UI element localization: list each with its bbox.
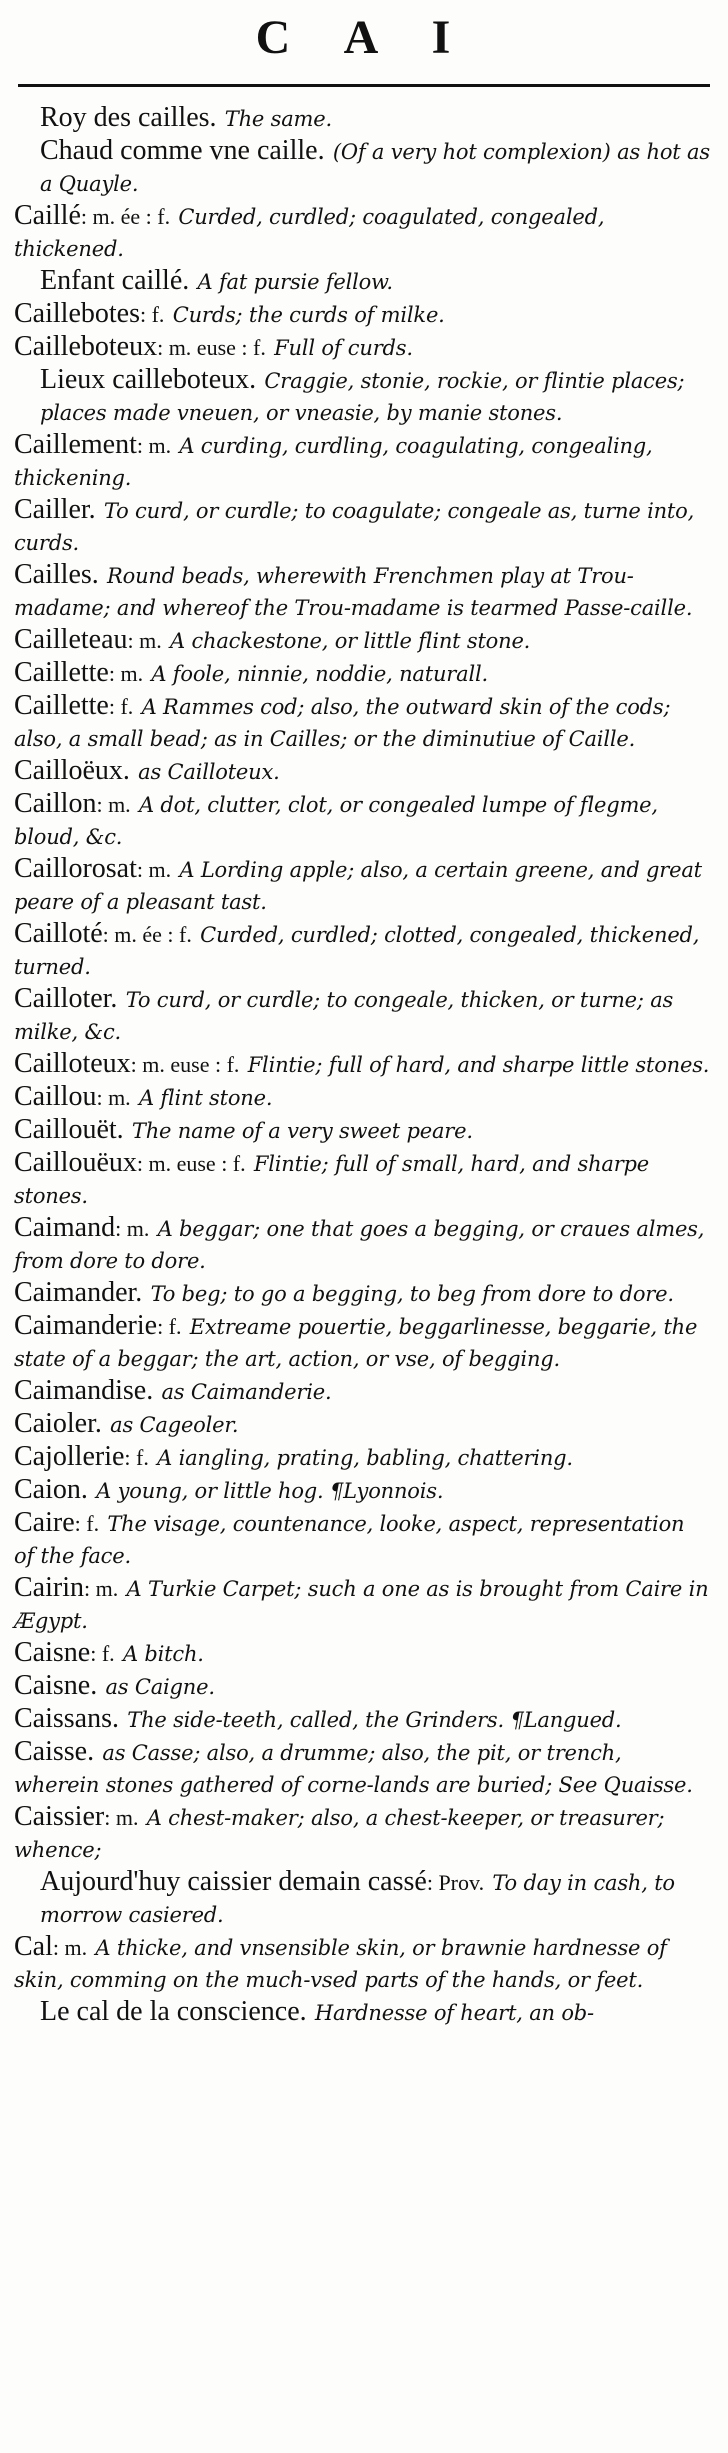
definition: as Cageoler. [110,1413,239,1437]
definition: A iangling, prating, babling, chattering. [157,1446,573,1470]
definition: as Casse; also, a drumme; also, the pit, or trench, wherein stones gathered of corne-lands are buried; See Quaisse. [14,1741,693,1797]
definition: The name of a very sweet peare. [131,1119,473,1143]
grammar-note: : m. euse : f. [157,335,266,360]
dictionary-entry [14,1670,710,1703]
definition: A flint stone. [138,1086,273,1110]
definition: (Of a very hot complexion) as hot as a Quayle. [40,140,710,196]
dictionary-entry [14,1212,710,1277]
dictionary-entry [14,1375,710,1408]
definition: A Lording apple; also, a certain greene, and great peare of a pleasant tast. [14,858,702,914]
dictionary-entry [14,331,710,364]
headword: Cailleteau [14,624,128,655]
dictionary-entry [14,1081,710,1114]
definition: Flintie; full of small, hard, and sharpe stones. [14,1152,650,1208]
definition: Hardnesse of heart, an ob- [314,2001,594,2025]
definition: A curding, curdling, coagulating, congealing, thickening. [14,434,653,490]
definition: A dot, clutter, clot, or congealed lumpe of flegme, bloud, &c. [14,793,658,849]
grammar-note: : m. euse : f. [130,1052,240,1077]
dictionary-entry [14,200,710,265]
dictionary-entry [14,1801,710,1866]
definition: A Turkie Carpet; such a one as is brought from Caire in Ægypt. [14,1577,709,1633]
dictionary-entry [14,918,710,983]
sub-entry [14,135,710,200]
dictionary-entry [14,429,710,494]
dictionary-entry [14,494,710,559]
sub-entry [14,102,710,135]
definition: Full of curds. [274,336,413,360]
dictionary-entry [14,1408,710,1441]
headword: Caisne [14,1637,91,1668]
headword: Caion. [14,1474,88,1505]
dictionary-entry [14,1441,710,1474]
headword: Enfant caillé. [40,265,190,296]
headword: Caillouëux [14,1147,137,1178]
headword: Lieux cailleboteux. [40,364,257,395]
headword: Caillon [14,788,97,819]
headword: Caillé [14,200,81,231]
headword: Cailloteux [14,1048,131,1079]
headword: Caisne. [14,1670,98,1701]
headword: Caire [14,1507,75,1538]
grammar-note: : f. [157,1314,182,1339]
headword: Caillette [14,657,109,688]
definition: Round beads, wherewith Frenchmen play at Trou-madame; and whereof the Trou-madame is tearmed Passe-caille. [14,564,693,620]
definition: A foole, ninnie, noddie, naturall. [151,662,488,686]
definition: Curded, curdled; clotted, congealed, thickened, turned. [14,923,700,979]
grammar-note: : f. [124,1445,149,1470]
grammar-note: : f. [90,1641,115,1666]
headword: Caimander. [14,1277,143,1308]
headword: Cairin [14,1572,84,1603]
grammar-note: : m. [136,433,172,458]
definition: as Caimanderie. [161,1380,332,1404]
dictionary-entry [14,1637,710,1670]
grammar-note: : m. ée : f. [80,204,171,229]
headword: Le cal de la conscience. [40,1996,307,2027]
dictionary-entry [14,853,710,918]
definition: Curded, curdled; coagulated, congealed, thickened. [14,205,605,261]
sub-entry [14,265,710,298]
grammar-note: : f. [108,694,134,719]
definition: To curd, or curdle; to congeale, thicken, or turne; as milke, &c. [14,988,674,1044]
dictionary-entry [14,624,710,657]
dictionary-entry [14,1114,710,1147]
dictionary-entry [14,657,710,690]
dictionary-entry [14,298,710,331]
dictionary-entry [14,559,710,624]
definition: A chackestone, or little flint stone. [170,629,531,653]
definition: The same. [224,107,332,131]
headword: Chaud comme vne caille. [40,135,325,166]
grammar-note: : m. euse : f. [136,1151,246,1176]
grammar-note: : m. [104,1805,139,1830]
dictionary-entry [14,1931,710,1996]
definition: A thicke, and vnsensible skin, or brawnie hardnesse of skin, comming on the much-vsed parts of the hands, or feet. [14,1936,667,1992]
grammar-note: : m. [115,1216,150,1241]
dictionary-entry [14,1507,710,1572]
dictionary-entry [14,755,710,788]
headword: Caimanderie [14,1310,158,1341]
headword: Cailloëux. [14,755,130,786]
headword: Caillouët. [14,1114,124,1145]
grammar-note: : Prov. [426,1870,485,1895]
definition: A beggar; one that goes a begging, or craues almes, from dore to dore. [14,1217,705,1273]
definition: as Cailloteux. [138,760,280,784]
headword: Caillorosat [14,853,137,884]
sub-entry [14,1866,710,1931]
header-rule [18,84,710,87]
dictionary-entry [14,690,710,755]
grammar-note: : m. [84,1576,119,1601]
headword: Caillement [14,429,137,460]
headword: Caillette [14,690,109,721]
sub-entry [14,1996,710,2029]
dictionary-entry [14,983,710,1048]
definition: Extreame pouertie, beggarlinesse, beggarie, the state of a beggar; the art, action, or vse, of begging. [14,1315,698,1371]
grammar-note: : m. [96,792,131,817]
dictionary-entry [14,1048,710,1081]
grammar-note: : m. [108,661,144,686]
headword: Cailloté [14,918,103,949]
grammar-note: : m. [127,628,162,653]
definition: Craggie, stonie, rockie, or flintie places; places made vneuen, or vneasie, by manie stones. [40,369,685,425]
headword: Caisse. [14,1736,95,1767]
headword: Caimandise. [14,1375,154,1406]
grammar-note: : m. [52,1935,88,1960]
definition: as Caigne. [105,1675,215,1699]
definition: A young, or little hog. ¶Lyonnois. [96,1479,444,1503]
headword: Cailloter. [14,983,118,1014]
headword: Caioler. [14,1408,102,1439]
definition: A fat pursie fellow. [197,270,393,294]
definition: A chest-maker; also, a chest-keeper, or treasurer; whence; [14,1806,665,1862]
sub-entry [14,364,710,429]
definition: To day in cash, to morrow casiered. [40,1871,675,1927]
dictionary-entry [14,1703,710,1736]
headword: Caissier [14,1801,105,1832]
headword: Caillebotes [14,298,140,329]
grammar-note: : f. [74,1511,100,1536]
entry-list [14,102,710,2029]
dictionary-entry [14,788,710,853]
dictionary-entry [14,1572,710,1637]
definition: Curds; the curds of milke. [172,303,445,327]
definition: The side-teeth, called, the Grinders. ¶Langued. [127,1708,622,1732]
dictionary-entry [14,1310,710,1375]
headword: Caissans. [14,1703,119,1734]
definition: Flintie; full of hard, and sharpe little stones. [247,1053,710,1077]
running-head: C A I [255,11,473,64]
headword: Caimand [14,1212,116,1243]
grammar-note: : m. [96,1085,131,1110]
definition: A bitch. [122,1642,204,1666]
headword: Cajollerie [14,1441,125,1472]
definition: To curd, or curdle; to coagulate; congeale as, turne into, curds. [14,499,695,555]
dictionary-entry [14,1277,710,1310]
definition: A Rammes cod; also, the outward skin of the cods; also, a small bead; as in Cailles; or the diminutiue of Caille. [14,695,671,751]
headword: Cailler. [14,494,96,525]
headword: Aujourd'huy caissier demain cassé [40,1866,427,1897]
dictionary-entry [14,1474,710,1507]
dictionary-entry [14,1147,710,1212]
definition: The visage, countenance, looke, aspect, representation of the face. [14,1512,685,1568]
grammar-note: : m. ée : f. [102,922,192,947]
dictionary-entry [14,1736,710,1801]
grammar-note: : f. [139,302,165,327]
definition: To beg; to go a begging, to beg from dore to dore. [150,1282,674,1306]
headword: Caillou [14,1081,97,1112]
headword: Cailles. [14,559,99,590]
headword: Cailleboteux [14,331,158,362]
headword: Cal [14,1931,53,1962]
headword: Roy des cailles. [40,102,217,133]
grammar-note: : m. [136,857,172,882]
